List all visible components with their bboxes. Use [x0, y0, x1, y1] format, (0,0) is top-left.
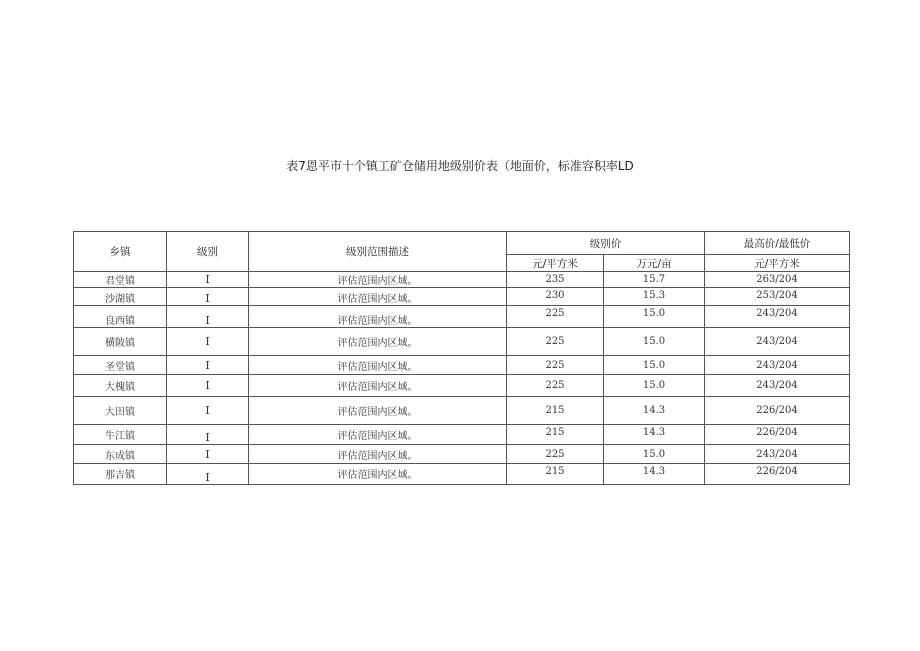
table-row	[74, 288, 850, 306]
price-wan-cell: 15.0	[604, 328, 705, 356]
desc-cell: 评估范围内区域。	[249, 464, 507, 485]
price-yuan-cell: 225	[507, 328, 604, 356]
desc-cell: 评估范围内区域。	[249, 288, 507, 306]
town-cell: 沙湖镇	[74, 288, 167, 306]
price-yuan-cell: 225	[507, 356, 604, 375]
town-cell: 大槐镇	[74, 375, 167, 397]
header-yuan-per-sqm: 元/平方米	[507, 255, 604, 272]
table-row	[74, 445, 850, 464]
price-wan-cell: 14.3	[604, 397, 705, 425]
price-yuan-cell: 225	[507, 306, 604, 328]
price-yuan-cell: 215	[507, 464, 604, 485]
header-wan-per-mu: 万元/亩	[604, 255, 705, 272]
price-wan-cell: 15.0	[604, 375, 705, 397]
table-row	[74, 306, 850, 328]
town-cell: 大田镇	[74, 397, 167, 425]
grade-cell: I	[167, 397, 249, 425]
price-wan-cell: 15.0	[604, 445, 705, 464]
max-min-cell: 243/204	[705, 445, 850, 464]
header-grade-price: 级别价	[507, 232, 705, 255]
town-cell: 那吉镇	[74, 464, 167, 485]
grade-cell: I	[167, 356, 249, 375]
max-min-cell: 243/204	[705, 356, 850, 375]
table-row	[74, 397, 850, 425]
price-wan-cell: 15.7	[604, 272, 705, 288]
town-cell: 君堂镇	[74, 272, 167, 288]
table-row	[74, 375, 850, 397]
price-wan-cell: 15.0	[604, 356, 705, 375]
max-min-cell: 263/204	[705, 272, 850, 288]
grade-cell: I	[167, 425, 249, 445]
desc-cell: 评估范围内区域。	[249, 425, 507, 445]
header-grade: 级别	[167, 232, 249, 272]
town-cell: 圣堂镇	[74, 356, 167, 375]
desc-cell: 评估范围内区域。	[249, 306, 507, 328]
grade-cell: I	[167, 288, 249, 306]
header-range-desc: 级别范围描述	[249, 232, 507, 272]
desc-cell: 评估范围内区域。	[249, 272, 507, 288]
price-wan-cell: 15.3	[604, 288, 705, 306]
grade-cell: I	[167, 445, 249, 464]
price-yuan-cell: 225	[507, 445, 604, 464]
table-row	[74, 464, 850, 485]
price-wan-cell: 14.3	[604, 464, 705, 485]
header-town: 乡镇	[74, 232, 167, 272]
town-cell: 东成镇	[74, 445, 167, 464]
price-wan-cell: 14.3	[604, 425, 705, 445]
price-yuan-cell: 215	[507, 397, 604, 425]
grade-cell: I	[167, 375, 249, 397]
max-min-cell: 243/204	[705, 375, 850, 397]
town-cell: 良西镇	[74, 306, 167, 328]
grade-cell: I	[167, 306, 249, 328]
desc-cell: 评估范围内区域。	[249, 356, 507, 375]
table-row	[74, 425, 850, 445]
desc-cell: 评估范围内区域。	[249, 328, 507, 356]
price-yuan-cell: 230	[507, 288, 604, 306]
table-row	[74, 328, 850, 356]
town-cell: 横陂镇	[74, 328, 167, 356]
desc-cell: 评估范围内区域。	[249, 375, 507, 397]
table-title: 表7恩平市十个镇工矿仓储用地级别价表（地面价，标准容积率LD	[286, 159, 634, 173]
grade-cell: I	[167, 464, 249, 485]
land-price-table	[73, 231, 850, 485]
max-min-cell: 253/204	[705, 288, 850, 306]
max-min-cell: 226/204	[705, 464, 850, 485]
town-cell: 牛江镇	[74, 425, 167, 445]
price-wan-cell: 15.0	[604, 306, 705, 328]
max-min-cell: 243/204	[705, 328, 850, 356]
header-max-min-unit: 元/平方米	[705, 255, 850, 272]
desc-cell: 评估范围内区域。	[249, 397, 507, 425]
header-max-min: 最高价/最低价	[705, 232, 850, 255]
desc-cell: 评估范围内区域。	[249, 445, 507, 464]
price-yuan-cell: 225	[507, 375, 604, 397]
max-min-cell: 243/204	[705, 306, 850, 328]
max-min-cell: 226/204	[705, 425, 850, 445]
price-yuan-cell: 215	[507, 425, 604, 445]
table-row	[74, 356, 850, 375]
price-yuan-cell: 235	[507, 272, 604, 288]
max-min-cell: 226/204	[705, 397, 850, 425]
table-row	[74, 272, 850, 288]
grade-cell: I	[167, 272, 249, 288]
grade-cell: I	[167, 328, 249, 356]
